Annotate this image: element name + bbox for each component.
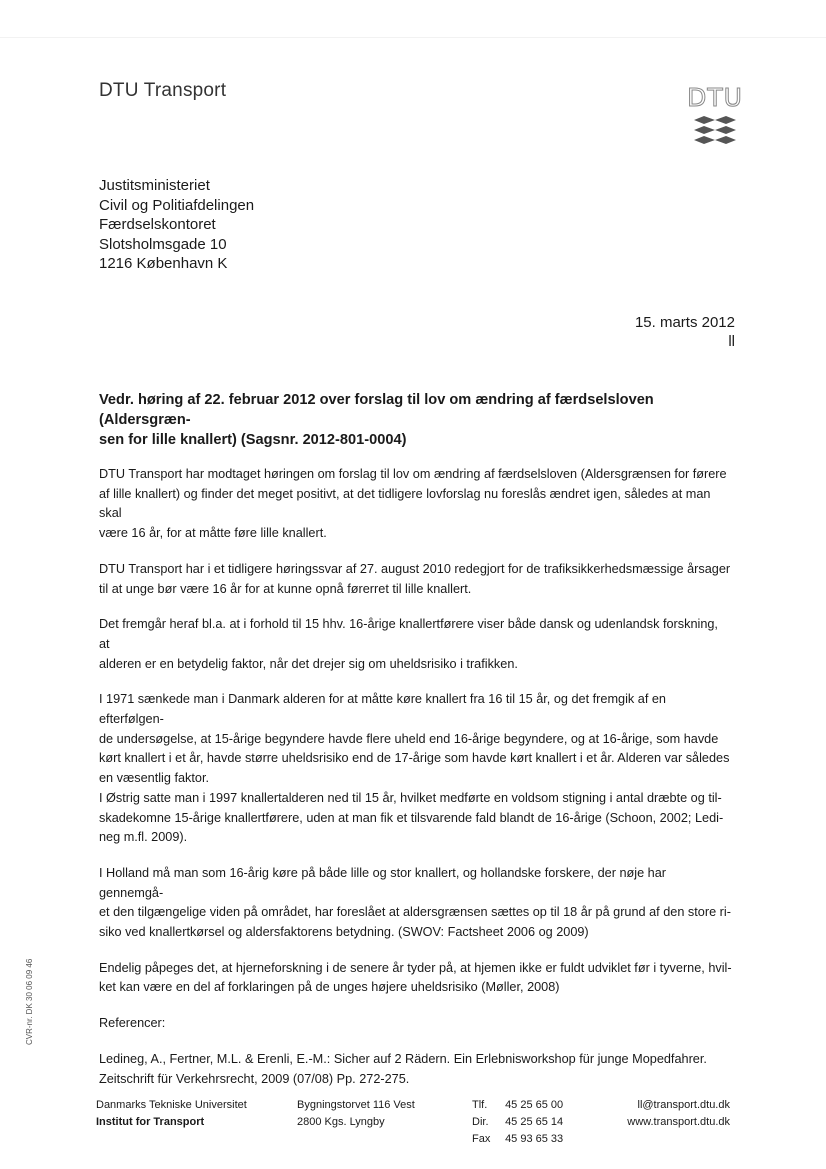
body-line: I Østrig satte man i 1997 knallertalderen ned til 15 år, hvilket medførte en voldsom stigning i antal dræbte og til- <box>99 790 722 805</box>
body-line: DTU Transport har modtaget høringen om forslag til lov om ændring af færdselsloven (Aldersgrænsen for førere <box>99 467 727 481</box>
body-line: Endelig påpeges det, at hjerneforskning i de senere år tyder på, at hjemen ikke er fuldt udviklet før i tyverne, hvil- <box>99 960 732 975</box>
phone-label: Tlf. <box>472 1099 488 1111</box>
recipient-address <box>99 176 254 274</box>
footer-website[interactable]: www.transport.dtu.dk <box>627 1116 730 1128</box>
footer-university: Danmarks Tekniske Universitet <box>96 1099 247 1111</box>
footer-contact <box>627 1097 730 1131</box>
reference-line: Ledineg, A., Fertner, M.L. & Erenli, E.-M.: Sicher auf 2 Rädern. Ein Erlebnisworkshop für junge Mopedfahrer. <box>99 1051 707 1066</box>
footer-email[interactable]: ll@transport.dtu.dk <box>637 1099 730 1111</box>
body-line: en væsentlig faktor. <box>99 771 210 786</box>
footer-department: Institut for Transport <box>96 1116 205 1128</box>
body-line: DTU Transport har i et tidligere høringssvar af 27. august 2010 redegjort for de trafiksikkerhedsmæssige årsager <box>99 561 731 576</box>
footer-phones <box>472 1097 563 1148</box>
org-name: DTU Transport <box>99 80 227 101</box>
body-line: de undersøgelse, at 15-årige begyndere havde flere uheld end 16-årige begyndere, og at 16-årige, som havde <box>99 731 719 746</box>
footer-institution <box>96 1097 247 1131</box>
letter-body <box>99 465 732 1089</box>
body-line: Det fremgår heraf bl.a. at i forhold til 15 hhv. 16-årige knallertførere viser både dansk og udenlandsk forskning, at <box>99 617 718 651</box>
address-line: Justitsministeriet <box>99 177 210 194</box>
subject-line: sen for lille knallert) (Sagsnr. 2012-801-0004) <box>99 432 407 448</box>
footer-street: Bygningstorvet 116 Vest <box>297 1099 415 1111</box>
direct-label: Dir. <box>472 1116 489 1128</box>
cvr-number: CVR-nr. DK 30 06 09 46 <box>25 958 34 1045</box>
direct-number: 45 25 65 14 <box>505 1116 564 1128</box>
paragraph-3 <box>99 615 732 674</box>
scan-edge-line <box>0 37 826 38</box>
body-line: neg m.fl. 2009). <box>99 830 188 845</box>
references-list <box>99 1050 732 1089</box>
body-line: alderen er en betydelig faktor, når det drejer sig om uheldsrisiko i trafikken. <box>99 656 518 671</box>
body-line: skadekomne 15-årige knallertførere, uden at man fik et tilsvarende fald blandt de 16-årige (Schoon, 2002; Ledi- <box>99 810 724 825</box>
body-line: siko ved knallertkørsel og aldersfaktorens betydning. (SWOV: Factsheet 2006 og 2009) <box>99 925 589 940</box>
paragraph-1 <box>99 465 732 544</box>
paragraph-4 <box>99 690 732 848</box>
body-line: til at unge bør være 16 år for at kunne opnå førerret til lille knallert. <box>99 581 472 596</box>
letter-date: 15. marts 2012 <box>634 314 735 331</box>
sender-initials: ll <box>728 333 735 350</box>
paragraph-2 <box>99 560 732 599</box>
fax-number: 45 93 65 33 <box>505 1133 564 1145</box>
paragraph-6 <box>99 959 732 998</box>
body-line: I Holland må man som 16-årig køre på både lille og stor knallert, og hollandske forskere, der nøje har gennemgå- <box>99 865 666 900</box>
body-line: af lille knallert) og finder det meget positivt, at det tidligere lovforslag nu foreslås ændret igen, således at man skal <box>99 486 711 521</box>
subject-line: Vedr. høring af 22. februar 2012 over forslag til lov om ændring af færdselsloven (Aldersgræn- <box>99 392 654 428</box>
address-line: Slotsholmsgade 10 <box>99 235 227 253</box>
body-line: være 16 år, for at måtte føre lille knallert. <box>99 526 327 541</box>
phone-number: 45 25 65 00 <box>505 1099 564 1111</box>
paragraph-5 <box>99 864 732 943</box>
body-line: I 1971 sænkede man i Danmark alderen for at måtte køre knallert fra 16 til 15 år, og det fremgik af en efterfølgen- <box>99 692 666 727</box>
address-line: Civil og Politiafdelingen <box>99 196 255 214</box>
dtu-logo <box>687 82 743 148</box>
body-line: et den tilgængelige viden på området, har foreslået at aldersgrænsen sættes op til 18 år på grund af den store ri- <box>99 905 731 920</box>
fax-label: Fax <box>472 1133 491 1145</box>
footer-address <box>297 1097 415 1131</box>
body-line: ket kan være en del af forklaringen på de unges højere uheldsrisiko (Møller, 2008) <box>99 980 560 995</box>
body-line: kørt knallert i et år, havde større uheldsrisiko end de 17-årige som havde kørt knallert i et år. Alderen var således <box>99 751 730 766</box>
reference-line: Zeitschrift für Verkehrsrecht, 2009 (07/08) Pp. 272-275. <box>99 1071 410 1086</box>
references-heading: Referencer: <box>99 1016 166 1031</box>
logo-text: DTU <box>687 83 743 112</box>
subject-heading <box>99 390 732 450</box>
address-line: 1216 København K <box>99 255 228 273</box>
address-line: Færdselskontoret <box>99 216 216 234</box>
footer-city: 2800 Kgs. Lyngby <box>297 1116 385 1128</box>
